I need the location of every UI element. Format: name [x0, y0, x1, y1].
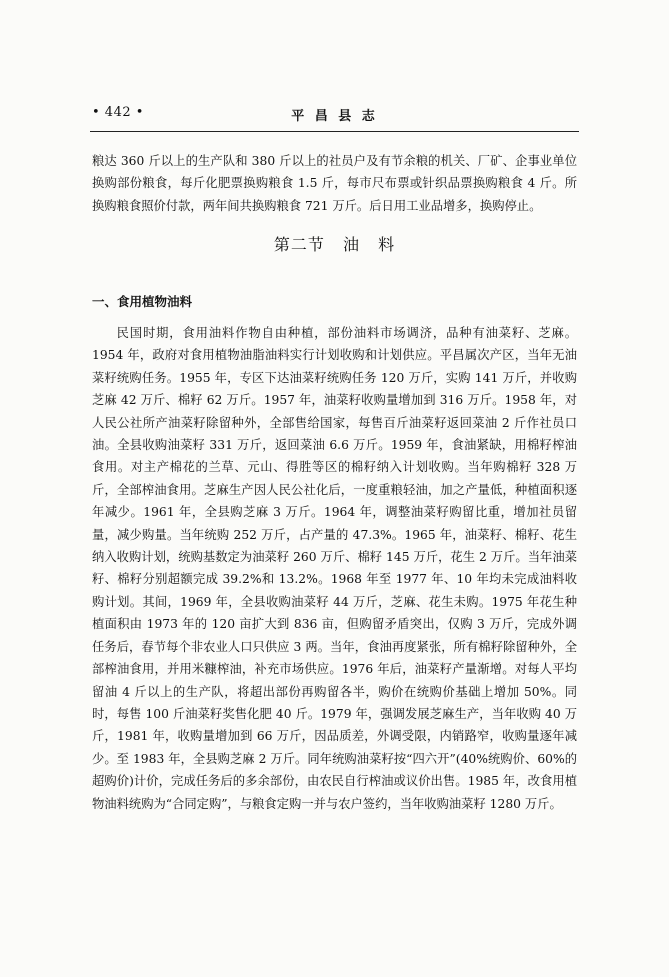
continued-paragraph: 粮达 360 斤以上的生产队和 380 斤以上的社员户及有节余粮的机关、厂矿、企事业单位换购部份粮食，每斤化肥票换购粮食 1.5 斤，每市尺布票或针织品票换购粮食 4 斤。所换购粮食照价付款，两年间共换购粮食 721 万斤。后日用工业品增多，换购停止。 [92, 154, 577, 213]
running-title: 平 昌 县 志 [291, 109, 378, 124]
page-number: • 442 • [92, 105, 144, 120]
page-header [92, 103, 577, 125]
main-paragraph: 民国时期，食用油料作物自由种植，部份油料市场调济，品种有油菜籽、芝麻。1954 年，政府对食用植物油脂油料实行计划收购和计划供应。平昌属次产区，当年无油菜籽统购任务。1955 年，专区下达油菜籽统购任务 120 万斤，实购 141 万斤，并收购芝麻 42 万斤、棉籽 62 万斤。1957 年，油菜籽收购量增加到 316 万斤。1958 年，对人民公社所产油菜籽除留种外，全部售给国家，每售百斤油菜籽返回菜油 2 斤作社员口油。全县收购油菜籽 331 万斤，返回菜油 6.6 万斤。1959 年，食油紧缺，用棉籽榨油食用。对主产棉花的兰草、元山、得胜等区的棉籽纳入计划收购。当年购棉籽 328 万斤，全部榨油食用。芝麻生产因人民公社化后，一度重粮轻油，加之产量低，种植面积逐年减少。1961 年，全县购芝麻 3 万斤。1964 年，调整油菜籽购留比重，增加社员留量，减少购量。当年统购 252 万斤，占产量的 47.3%。1965 年，油菜籽、棉籽、花生纳入收购计划，统购基数定为油菜籽 260 万斤、棉籽 145 万斤，花生 2 万斤。当年油菜籽、棉籽分别超额完成 39.2%和 13.2%。1968 年至 1977 年、10 年均未完成油料收购计划。其间，1969 年，全县收购油菜籽 44 万斤，芝麻、花生未购。1975 年花生种植面积由 1973 年的 120 亩扩大到 836 亩，但购留矛盾突出，仅购 3 万斤，完成外调任务后，春节每个非农业人口只供应 3 两。当年，食油再度紧张，所有棉籽除留种外，全部榨油食用，并用米糠榨油，补充市场供应。1976 年后，油菜籽产量渐增。对每人平均留油 4 斤以上的生产队，将超出部份再购留各半，购价在统购价基础上增加 50%。同时，每售 100 斤油菜籽奖售化肥 40 斤。1979 年，强调发展芝麻生产，当年收购 40 万斤，1981 年，收购量增加到 66 万斤，因品质差，外调受限，内销路窄，收购量逐年减少。至 1983 年，全县购芝麻 2 万斤。同年统购油菜籽按“四六开”(40%统购价、60%的超购价)计价，完成任务后的多余部份，由农民自行榨油或议价出售。1985 年，改食用植物油料统购为“合同定购”，与粮食定购一并与农户签约，当年收购油菜籽 1280 万斤。 [92, 326, 577, 811]
header-rule [90, 131, 579, 132]
section-heading: 第二节 油 料 [273, 235, 396, 254]
subsection-heading: 一、食用植物油料 [92, 294, 193, 309]
